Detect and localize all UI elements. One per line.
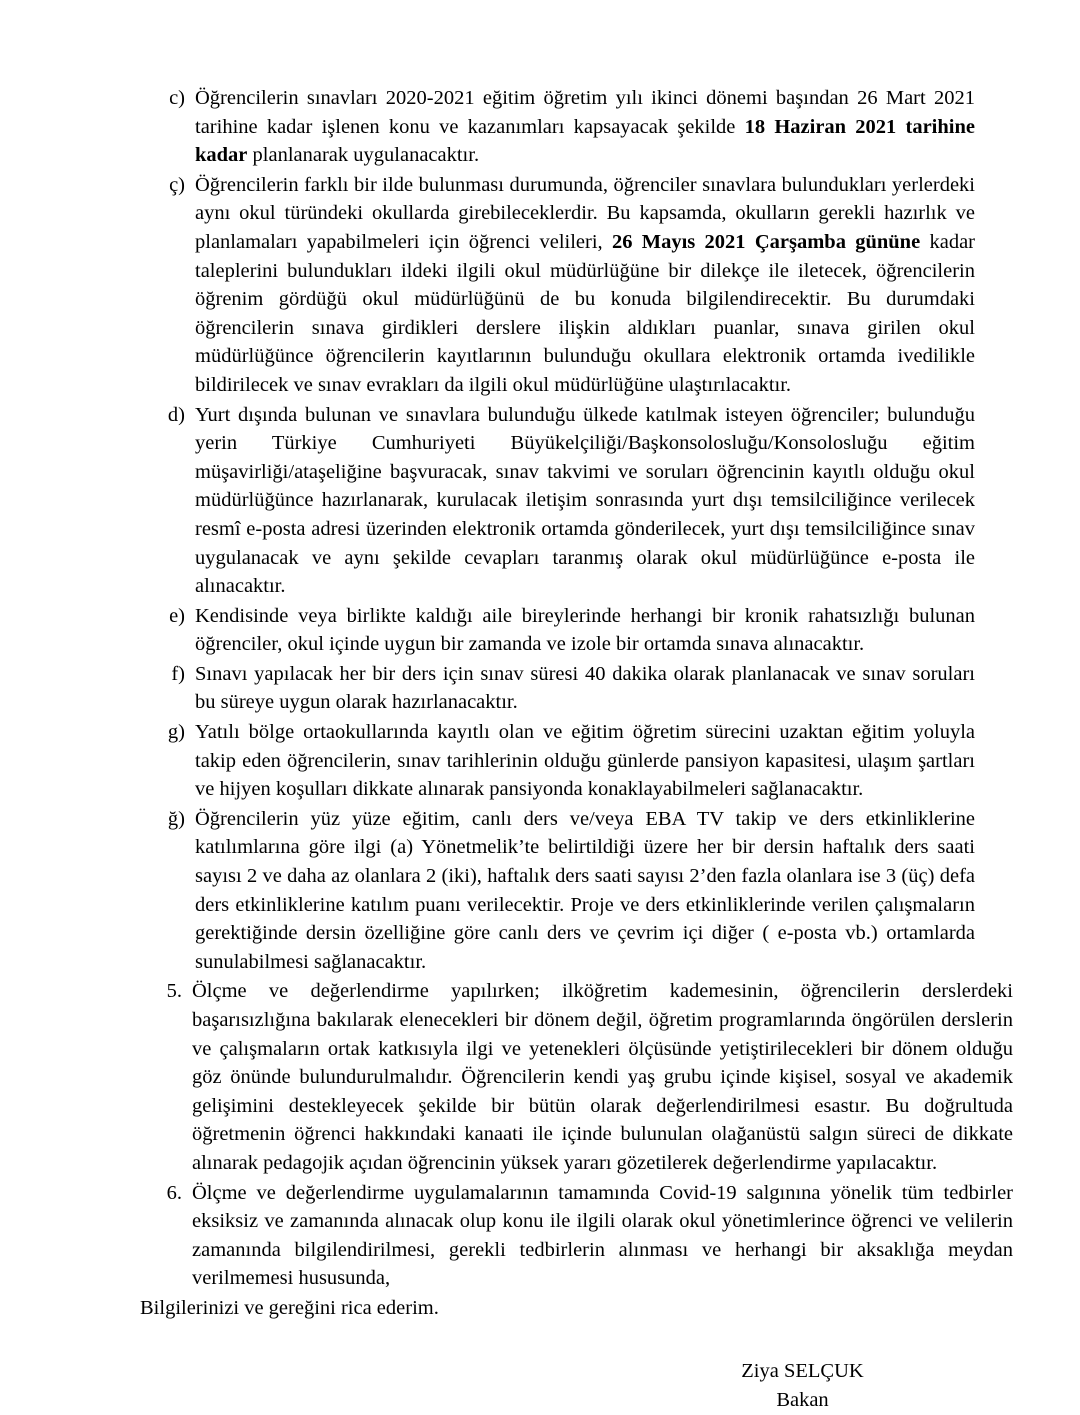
lettered-clause-item — [140, 660, 975, 717]
lettered-clause-body — [195, 718, 975, 804]
lettered-clause-item — [140, 602, 975, 659]
clause-text: Ölçme ve değerlendirme yapılırken; ilköğretim kademesinin, öğrencilerin derslerdeki başarısızlığına bakılarak elenecekleri bir dönem değil, öğretim programlarında öngörülen derslerin ve çalışmaların ortak katkısıyla ilgi ve yetenekleri ölçüsünde yetiştirilecekleri bir dönem olduğu göz önünde bulundurulmalıdır. Öğrencilerin kendi yaş grubu içinde kişisel, sosyal ve akademik gelişimini destekleyecek şekilde bir bütün olarak değerlendirilmesi esastır. Bu doğrultuda öğretmenin öğrenci hakkındaki kanaati ile içinde bulunulan olağanüstü salgın süreci de dikkate alınarak pedagojik açıdan öğrencinin yüksek yararı gözetilerek değerlendirme yapılacaktır. — [192, 980, 1013, 1174]
numbered-clause-item — [154, 1179, 1013, 1293]
clause-text: kadar taleplerini bulundukları ildeki ilgili okul müdürlüğüne bir dilekçe ile iletecek, öğrencilerin öğrenim gördüğü okul müdürlüğünü de bu konuda bilgilendirecektir. Bu durumdaki öğrencilerin sınava girdikleri derslere ilişkin aldıkları puanlar, sınava girilen okul müdürlüğünce öğrencilerin kayıtlarının bulunduğu okullara elektronik ortamda ivedilikle bildirilecek ve sınav evrakları da ilgili okul müdürlüğüne ulaştırılacaktır. — [195, 230, 975, 396]
numbered-clause-marker: 6. — [166, 1181, 182, 1204]
clause-text: Yatılı bölge ortaokullarında kayıtlı olan ve eğitim öğretim sürecini uzaktan eğitim yoluyla takip eden öğrencilerin, sınav tarihlerinin olduğu günlerde pansiyon kapasitesi, ulaşım şartları ve hijyen koşulları dikkate alınarak pansiyonda konaklayabilmeleri sağlanacaktır. — [195, 721, 975, 801]
clause-text: Ölçme ve değerlendirme uygulamalarının tamamında Covid-19 salgınına yönelik tüm tedbirler eksiksiz ve zamanında alınacak olup konu ile ilgili olarak okul yönetimlerince öğrenci ve velilerin zamanında bilgilendirilmesi, gerekli tedbirlerin alınması ve herhangi bir aksaklığa meydan verilmemesi hususunda, — [192, 1181, 1013, 1290]
lettered-clause-body — [195, 660, 975, 717]
emphasis-text: 18 Haziran 2021 tarihine kadar — [195, 115, 975, 167]
lettered-clause-body — [195, 84, 975, 170]
lettered-clause-marker: ç) — [169, 173, 185, 196]
clause-text: Öğrencilerin sınavları 2020-2021 eğitim öğretim yılı ikinci dönemi başından 26 Mart 2021 tarihine kadar işlenen konu ve kazanımları kapsayacak şekilde — [195, 87, 975, 138]
clause-text: Yurt dışında bulunan ve sınavlara bulunduğu ülkede katılmak isteyen öğrenciler; bulunduğu yerin Türkiye Cumhuriyeti Büyükelçiliği/Başkonsolosluğu/Konsolosluğu eğitim müşavirliği/ataşeliğine başvuracak, sınav takvimi ve soruları öğrencinin kayıtlı olduğu okul müdürlüğünce hazırlanarak, kurulacak iletişim sonrasında yurt dışı temsilciliğince verilecek resmî e-posta adresi üzerinden elektronik ortamda gönderilecek, yurt dışı temsilciliğince sınav uygulanacak ve aynı şekilde cevapları taranmış olarak okul müdürlüğünce e-posta ile alınacaktır. — [195, 403, 975, 598]
signature-block — [140, 1357, 975, 1415]
lettered-clause-item — [140, 171, 975, 400]
emphasis-text: 26 Mayıs 2021 Çarşamba gününe — [611, 230, 921, 253]
lettered-clause-marker: ğ) — [167, 807, 185, 830]
clause-text: planlanarak uygulanacaktır. — [247, 144, 480, 167]
clause-text: Kendisinde veya birlikte kaldığı aile bireylerinde herhangi bir kronik rahatsızlığı bulunan öğrenciler, okul içinde uygun bir zamanda ve izole bir ortamda sınava alınacaktır. — [195, 604, 975, 656]
numbered-clause-list — [140, 977, 1013, 1293]
lettered-clause-item — [140, 718, 975, 804]
lettered-clause-body — [195, 171, 975, 400]
signatory-title: Bakan — [776, 1388, 829, 1411]
lettered-clause-item — [140, 401, 975, 601]
numbered-clause-marker: 5. — [166, 980, 182, 1003]
lettered-clause-body — [195, 401, 975, 601]
lettered-clause-body — [195, 602, 975, 659]
closing-line: Bilgilerinizi ve gereğini rica ederim. — [140, 1296, 439, 1319]
numbered-clause-body — [192, 1179, 1013, 1293]
lettered-clause-marker: f) — [171, 662, 185, 685]
document-body — [140, 84, 1013, 1415]
signatory-name: Ziya SELÇUK — [741, 1359, 864, 1382]
clause-text: Öğrencilerin farklı bir ilde bulunması durumunda, öğrenciler sınavlara bulundukları yerlerdeki aynı okul türündeki okullarda girebileceklerdir. Bu kapsamda, okulların gerekli hazırlık ve planlamaları yapabilmeleri için öğrenci velileri, — [195, 173, 975, 253]
lettered-clause-marker: d) — [167, 403, 185, 426]
lettered-clause-marker: g) — [167, 721, 185, 744]
numbered-clause-item — [154, 977, 1013, 1177]
lettered-clause-list — [140, 84, 975, 976]
numbered-clause-body — [192, 977, 1013, 1177]
clause-text: Sınavı yapılacak her bir ders için sınav süresi 40 dakika olarak planlanacak ve sınav soruları bu süreye uygun olarak hazırlanacaktır. — [195, 662, 975, 714]
clause-text: Öğrencilerin yüz yüze eğitim, canlı ders ve/veya EBA TV takip ve ders etkinliklerine katılımlarına göre ilgi (a) Yönetmelik’te belirtildiği üzere her bir dersin haftalık ders saati sayısı 2 ve daha az olanlara 2 (iki), haftalık ders saati sayısı 2’den fazla olanlara ise 3 (üç) defa ders etkinliklerine katılım puanı verilecektir. Proje ve ders etkinliklerinde verilen çalışmaların gerektiğinde dersin özelliğine göre canlı ders ve çevrim içi diğer ( e-posta vb.) ortamlarda sunulabilmesi sağlanacaktır. — [195, 807, 975, 973]
lettered-clause-body — [195, 805, 975, 977]
lettered-clause-item — [140, 805, 975, 977]
lettered-clause-marker: c) — [169, 87, 185, 109]
lettered-clause-marker: e) — [169, 604, 185, 627]
lettered-clause-item — [140, 84, 975, 170]
